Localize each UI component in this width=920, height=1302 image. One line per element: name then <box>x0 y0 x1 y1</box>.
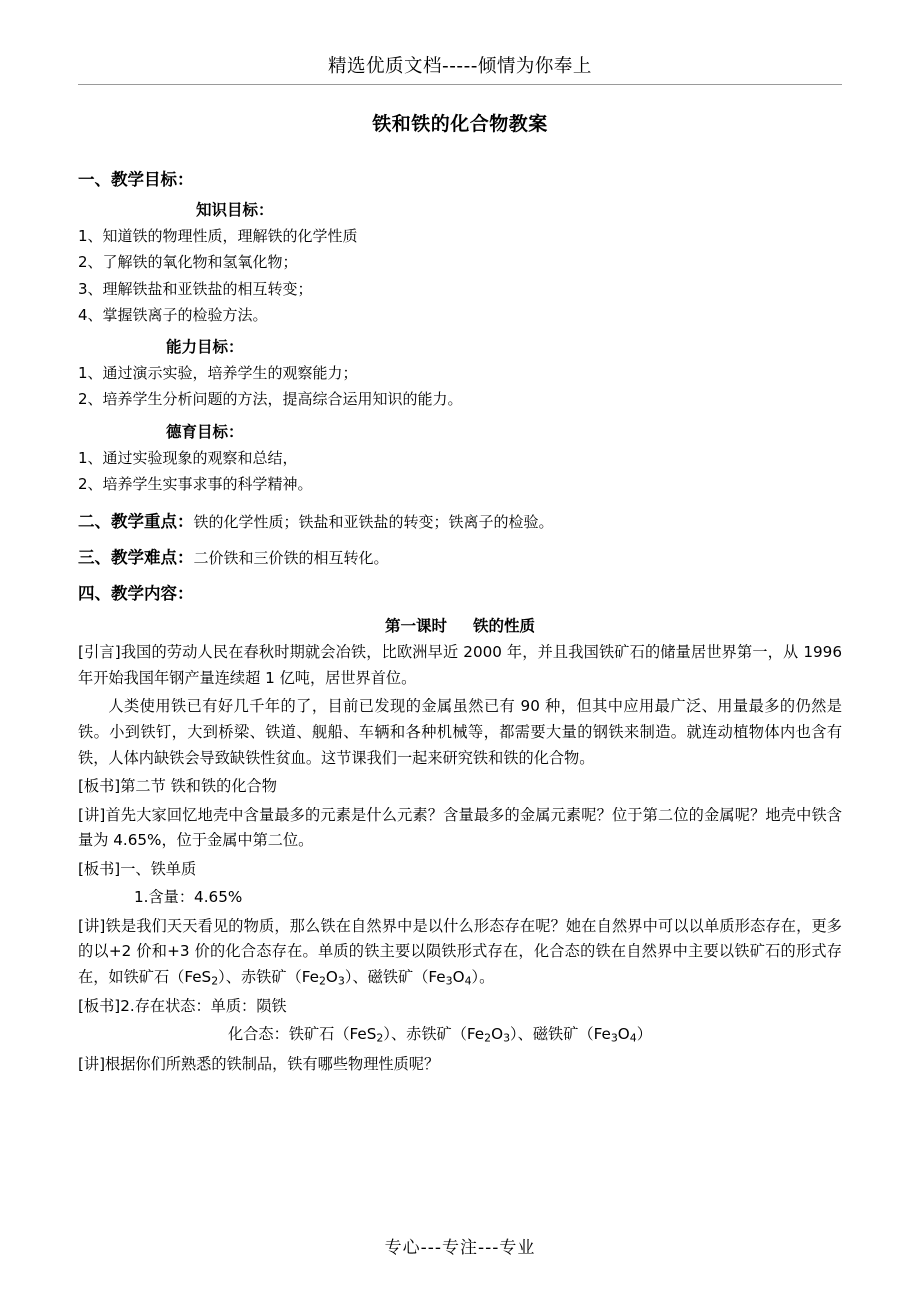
section-heading-content: 四、教学内容： <box>78 584 194 604</box>
paragraph-board-section: [板书]第二节 铁和铁的化合物 <box>78 777 277 796</box>
section-heading-difficulty <box>78 544 842 568</box>
section-heading-objectives: 一、教学目标： <box>78 170 194 189</box>
list-item: 1、知道铁的物理性质，理解铁的化学性质 <box>78 227 358 245</box>
text-run: ）、磁铁矿（Fe <box>510 1025 611 1044</box>
subscript: 2 <box>376 1032 384 1046</box>
subscript: 3 <box>337 974 345 988</box>
subheading-moral-objectives: 德育目标： <box>166 422 244 441</box>
list-item: 1、通过实验现象的观察和总结， <box>78 448 298 467</box>
text-run: ）。 <box>471 967 495 986</box>
subheading-ability-objectives: 能力目标： <box>166 338 244 357</box>
subscript: 3 <box>610 1032 618 1046</box>
subscript: 3 <box>445 974 453 988</box>
header-divider <box>78 84 842 85</box>
subscript: 2 <box>484 1032 492 1046</box>
difficulty-label: 三、教学难点： <box>78 548 194 568</box>
paragraph-intro: [引言]我国的劳动人民在春秋时期就会冶铁，比欧洲早近 2000 年，并且我国铁矿石的储量居世界第一，从 1996 年开始我国年钢产量连续超 1 亿吨，居世界首位。 <box>78 643 842 687</box>
list-item: 2、了解铁的氧化物和氢氧化物； <box>78 253 298 272</box>
text-run: O <box>452 967 465 986</box>
list-item: 4、掌握铁离子的检验方法。 <box>78 305 268 324</box>
text-run: 化合态：铁矿石（FeS <box>228 1025 377 1044</box>
subscript: 3 <box>503 1032 511 1046</box>
text-run: ） <box>636 1025 652 1044</box>
page-header-banner: 精选优质文档-----倾情为你奉上 <box>328 56 592 77</box>
text-run: ）、赤铁矿（Fe <box>383 1025 485 1044</box>
text-run: O <box>617 1025 630 1044</box>
lesson-heading-part2: 铁的性质 <box>473 617 536 636</box>
paragraph-iron-usage: 人类使用铁已有好几千年的了，目前已发现的金属虽然已有 90 种，但其中应用最广泛、用量最多的仍然是铁。小到铁钉，大到桥梁、铁道、舰船、车辆和各种机械等，都需要大量的钢铁来制造。就连动植物体内也含有铁，人体内缺铁会导致缺铁性贫血。这节课我们一起来研究铁和铁的化合物。 <box>78 697 842 767</box>
subheading-knowledge-objectives: 知识目标： <box>196 201 274 219</box>
page-title: 铁和铁的化合物教案 <box>372 113 548 135</box>
subscript: 2 <box>318 974 326 988</box>
list-item: 3、理解铁盐和亚铁盐的相互转变； <box>78 279 313 298</box>
paragraph-lecture-forms <box>78 914 842 991</box>
paragraph-board-states: [板书]2.存在状态：单质：陨铁 <box>78 996 287 1015</box>
text-run: O <box>325 967 338 986</box>
key-points-label: 二、教学重点： <box>78 512 194 532</box>
key-points-text: 铁的化学性质；铁盐和亚铁盐的转变；铁离子的检验。 <box>193 513 554 532</box>
paragraph-lecture-physical: [讲]根据你们所熟悉的铁制品，铁有哪些物理性质呢？ <box>78 1054 440 1073</box>
list-item: 1、通过演示实验，培养学生的观察能力； <box>78 364 358 383</box>
lesson-heading <box>78 614 842 636</box>
text-run: ）、磁铁矿（Fe <box>344 967 446 986</box>
paragraph-lecture-crust: [讲]首先大家回忆地壳中含量最多的元素是什么元素？含量最多的金属元素呢？位于第二位的金属呢？地壳中铁含量为 4.65%，位于金属中第二位。 <box>78 805 842 850</box>
difficulty-text: 二价铁和三价铁的相互转化。 <box>193 549 389 568</box>
subscript: 4 <box>629 1032 637 1046</box>
paragraph-board-iron-element: [板书]一、铁单质 <box>78 859 197 878</box>
lesson-heading-part1: 第一课时 <box>384 617 447 636</box>
section-heading-key-points <box>78 508 842 532</box>
subscript: 4 <box>464 974 472 988</box>
text-run: ）、赤铁矿（Fe <box>218 967 319 986</box>
paragraph-content-percent: 1.含量：4.65% <box>134 888 243 907</box>
list-item: 2、培养学生分析问题的方法，提高综合运用知识的能力。 <box>78 390 463 409</box>
text-run: [讲]铁是我们天天看见的物质，那么铁在自然界中是以什么形态存在呢？她在自然界中可以以单质形态存在，更多的以+2 价和+3 价的化合态存在。单质的铁主要以陨铁形式存在，化合态的铁在自然界中主要以铁矿石的形式存在，如铁矿石（FeS <box>78 916 842 986</box>
list-item: 2、培养学生实事求事的科学精神。 <box>78 475 313 494</box>
paragraph-compound-states <box>228 1022 842 1048</box>
page-footer: 专心---专注---专业 <box>384 1238 536 1258</box>
subscript: 2 <box>211 974 219 988</box>
text-run: O <box>491 1025 504 1044</box>
